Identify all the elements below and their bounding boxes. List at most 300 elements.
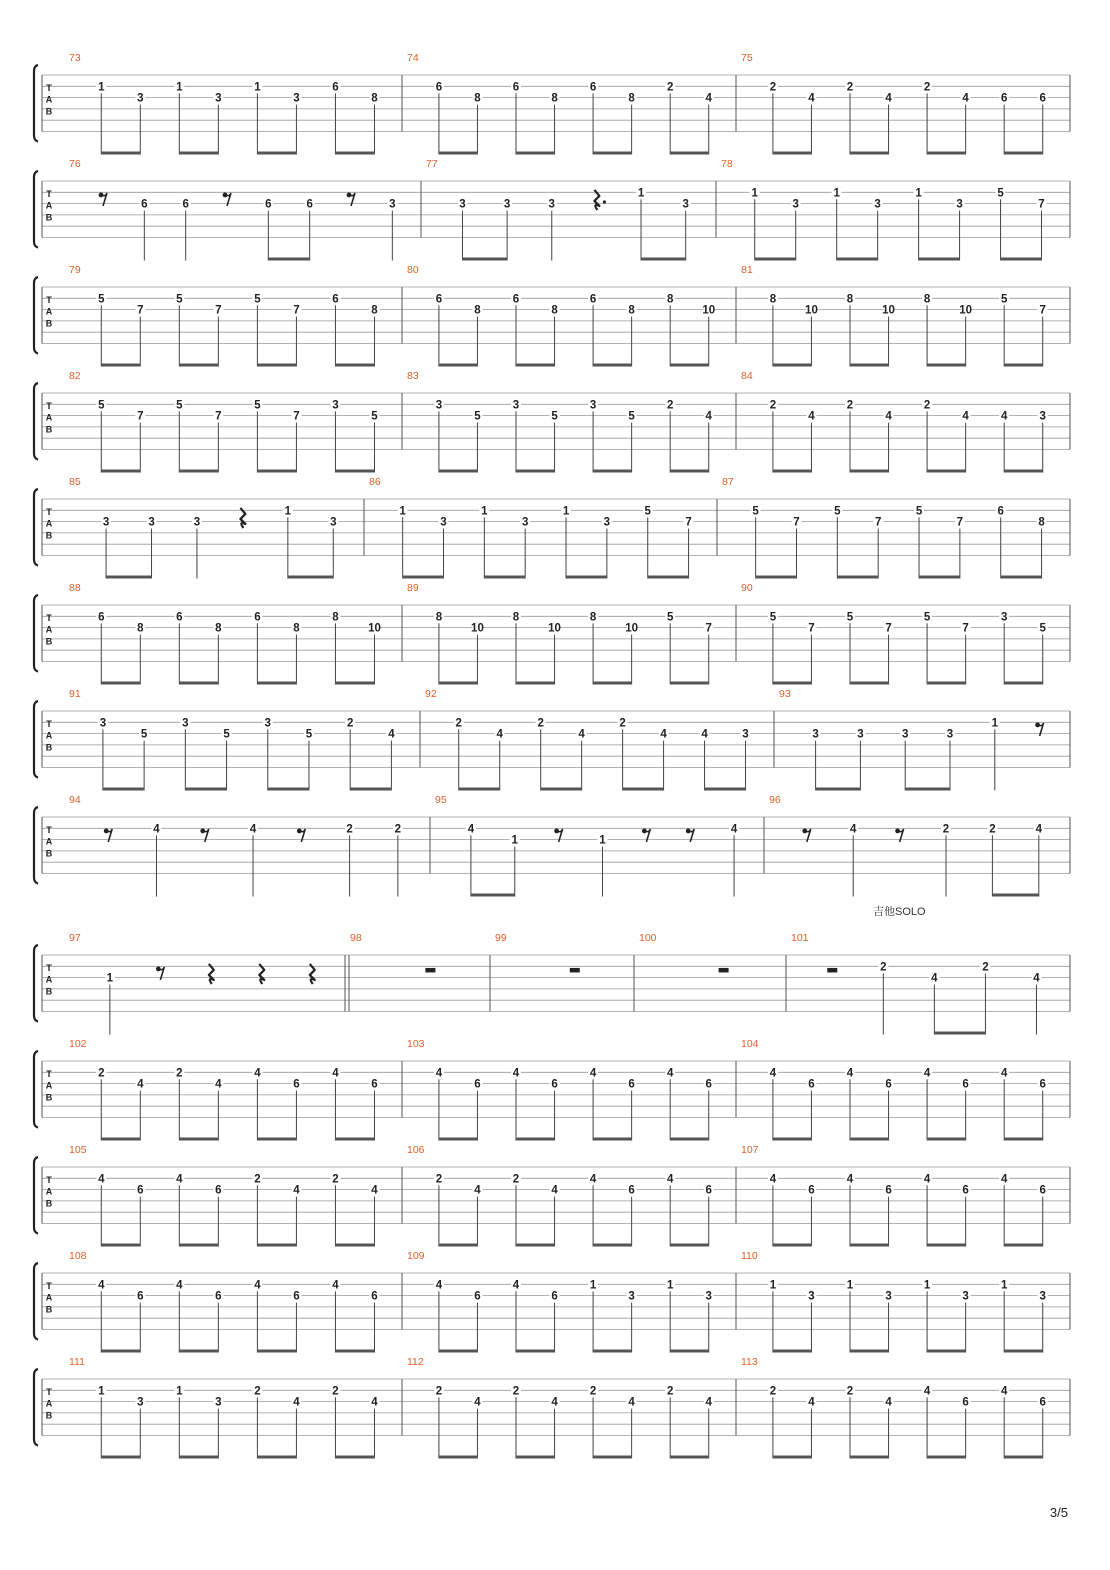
beam <box>1001 258 1042 261</box>
fret-number: 7 <box>874 516 882 529</box>
beam <box>919 258 960 261</box>
fret-number: 4 <box>435 1279 443 1292</box>
measure-number: 90 <box>741 582 753 594</box>
system-bracket <box>34 1369 38 1446</box>
fret-number: 5 <box>474 410 481 423</box>
fret-number: 4 <box>931 972 938 985</box>
fret-number: 6 <box>215 1290 222 1303</box>
measure-number: 94 <box>69 794 81 806</box>
fret-number: 3 <box>1039 410 1046 423</box>
fret-number: 7 <box>1038 198 1045 211</box>
beam <box>471 894 515 897</box>
fret-number: 1 <box>915 187 922 200</box>
fret-number: 5 <box>752 505 759 518</box>
tab-clef-letter: B <box>45 106 53 117</box>
fret-number: 2 <box>455 717 462 730</box>
fret-number: 4 <box>176 1279 183 1292</box>
system-bracket <box>34 1157 38 1234</box>
tab-clef-letter: T <box>46 824 52 835</box>
fret-number: 3 <box>102 516 110 529</box>
fret-number: 2 <box>254 1385 261 1398</box>
tab-clef-letter: A <box>45 94 53 105</box>
measure-number: 79 <box>69 264 81 276</box>
tab-clef-letter: T <box>46 1386 52 1397</box>
fret-number: 4 <box>666 1173 674 1186</box>
beam <box>927 152 966 155</box>
fret-number: 8 <box>371 92 378 105</box>
beam <box>641 258 686 261</box>
solo-label: 吉他SOLO <box>873 906 926 918</box>
beam <box>773 1244 812 1247</box>
fret-number: 4 <box>1035 823 1043 836</box>
eighth-rest-stroke <box>644 829 650 842</box>
fret-number: 8 <box>371 304 378 317</box>
beam <box>816 788 861 791</box>
fret-number: 1 <box>769 1279 777 1292</box>
beam <box>516 1350 555 1353</box>
fret-number: 3 <box>503 198 511 211</box>
fret-number: 2 <box>332 1385 339 1398</box>
beam <box>335 1456 374 1459</box>
fret-number: 4 <box>923 1173 931 1186</box>
fret-number: 4 <box>371 1184 378 1197</box>
fret-number: 6 <box>293 1078 300 1091</box>
beam <box>648 576 689 579</box>
beam <box>593 682 632 685</box>
tab-clef-letter: B <box>45 1092 53 1103</box>
measure-number: 80 <box>407 264 419 276</box>
fret-number: 6 <box>1039 1396 1046 1409</box>
fret-number: 1 <box>666 1279 674 1292</box>
beam <box>927 1350 966 1353</box>
tab-clef-letter: B <box>45 848 53 859</box>
fret-number: 4 <box>98 1279 105 1292</box>
measure-number: 98 <box>350 932 362 944</box>
fret-number: 3 <box>332 399 339 412</box>
fret-number: 3 <box>182 717 189 730</box>
beam <box>257 1138 296 1141</box>
tab-clef-letter: B <box>45 424 53 435</box>
fret-number: 8 <box>137 622 144 635</box>
tab-clef-letter: A <box>45 412 53 423</box>
fret-number: 4 <box>846 1173 854 1186</box>
fret-number: 6 <box>137 1290 144 1303</box>
beam <box>1004 364 1043 367</box>
fret-number: 5 <box>140 728 148 741</box>
quarter-rest-icon <box>310 964 315 984</box>
beam <box>403 576 444 579</box>
system-bracket <box>34 277 38 354</box>
system-bracket <box>34 383 38 460</box>
fret-number: 3 <box>512 399 520 412</box>
fret-number: 4 <box>701 728 708 741</box>
fret-number: 10 <box>702 304 716 317</box>
beam <box>837 576 878 579</box>
fret-number: 5 <box>254 399 261 412</box>
fret-number: 2 <box>435 1385 443 1398</box>
page-number: 3/5 <box>1049 1505 1068 1520</box>
eighth-rest-stroke <box>203 829 209 842</box>
fret-number: 3 <box>193 516 201 529</box>
measure-number: 85 <box>69 476 81 488</box>
fret-number: 4 <box>467 823 475 836</box>
fret-number: 6 <box>589 81 597 94</box>
fret-number: 8 <box>551 304 558 317</box>
fret-number: 6 <box>371 1290 378 1303</box>
fret-number: 1 <box>254 81 261 94</box>
beam <box>179 682 218 685</box>
tab-clef-letter: T <box>46 1280 52 1291</box>
half-rest-icon <box>827 968 837 973</box>
beam <box>516 1456 555 1459</box>
beam <box>670 1456 709 1459</box>
fret-number: 3 <box>589 399 597 412</box>
beam <box>516 364 555 367</box>
measure-number: 95 <box>435 794 447 806</box>
tab-system <box>34 1038 1070 1141</box>
fret-number: 7 <box>293 410 300 423</box>
fret-number: 3 <box>885 1290 892 1303</box>
fret-number: 2 <box>619 717 626 730</box>
fret-number: 8 <box>666 293 674 306</box>
fret-number: 2 <box>923 81 931 94</box>
beam <box>905 788 950 791</box>
fret-number: 4 <box>1000 1385 1008 1398</box>
beam <box>670 1350 709 1353</box>
fret-number: 3 <box>330 516 337 529</box>
fret-number: 6 <box>215 1184 222 1197</box>
beam <box>927 682 966 685</box>
fret-number: 3 <box>459 198 466 211</box>
measure-number: 78 <box>721 158 733 170</box>
tab-system <box>34 264 1070 367</box>
beam <box>439 1456 478 1459</box>
measure-number: 100 <box>639 932 657 944</box>
beam <box>257 1244 296 1247</box>
fret-number: 4 <box>249 823 257 836</box>
tab-clef-letter: T <box>46 962 52 973</box>
tab-clef-letter: T <box>46 400 52 411</box>
beam <box>670 152 709 155</box>
tab-clef-letter: T <box>46 1068 52 1079</box>
fret-number: 4 <box>1000 1173 1008 1186</box>
eighth-rest-stroke <box>1038 723 1044 736</box>
eighth-rest-stroke <box>898 829 904 842</box>
fret-number: 6 <box>293 1290 300 1303</box>
fret-number: 6 <box>254 611 261 624</box>
beam <box>335 1350 374 1353</box>
fret-number: 1 <box>991 717 999 730</box>
measure-number: 96 <box>769 794 781 806</box>
fret-number: 3 <box>1039 1290 1046 1303</box>
beam <box>257 1350 296 1353</box>
beam <box>934 1032 985 1035</box>
system-bracket <box>34 489 38 566</box>
beam <box>179 1244 218 1247</box>
fret-number: 3 <box>705 1290 712 1303</box>
fret-number: 3 <box>264 717 271 730</box>
beam <box>516 470 555 473</box>
beam <box>850 364 889 367</box>
fret-number: 4 <box>666 1067 674 1080</box>
beam <box>773 470 812 473</box>
fret-number: 3 <box>137 92 144 105</box>
beam <box>541 788 582 791</box>
fret-number: 6 <box>628 1078 635 1091</box>
fret-number: 1 <box>481 505 488 518</box>
eighth-rest-stroke <box>158 967 164 980</box>
fret-number: 8 <box>628 304 635 317</box>
half-rest-icon <box>719 968 729 973</box>
fret-number: 6 <box>332 293 339 306</box>
fret-number: 1 <box>589 1279 597 1292</box>
beam <box>837 258 878 261</box>
fret-number: 1 <box>1000 1279 1008 1292</box>
measure-number: 75 <box>741 52 753 64</box>
fret-number: 6 <box>332 81 339 94</box>
beam <box>459 788 500 791</box>
system-bracket <box>34 807 38 884</box>
fret-number: 8 <box>435 611 443 624</box>
quarter-rest-icon <box>240 508 245 528</box>
fret-number: 5 <box>176 399 183 412</box>
tab-clef-letter: A <box>45 518 53 529</box>
beam <box>927 1138 966 1141</box>
tab-system <box>34 1356 1070 1459</box>
measure-number: 92 <box>425 688 437 700</box>
fret-number: 10 <box>882 304 895 317</box>
fret-number: 8 <box>474 92 481 105</box>
fret-number: 6 <box>885 1184 892 1197</box>
beam <box>670 1138 709 1141</box>
beam <box>350 788 391 791</box>
fret-number: 2 <box>512 1173 520 1186</box>
measure-number: 107 <box>741 1144 759 1156</box>
fret-number: 3 <box>857 728 864 741</box>
fret-number: 3 <box>215 1396 222 1409</box>
system-bracket <box>34 595 38 672</box>
fret-number: 4 <box>474 1396 481 1409</box>
fret-number: 5 <box>846 611 854 624</box>
beam <box>179 1138 218 1141</box>
measure-number: 84 <box>741 370 753 382</box>
beam <box>516 682 555 685</box>
fret-number: 4 <box>628 1396 635 1409</box>
quarter-rest-icon <box>594 190 599 210</box>
fret-number: 10 <box>471 622 484 635</box>
beam <box>439 1350 478 1353</box>
fret-number: 7 <box>705 622 712 635</box>
fret-number: 4 <box>496 728 503 741</box>
measure-number: 103 <box>407 1038 425 1050</box>
fret-number: 3 <box>946 728 954 741</box>
fret-number: 6 <box>512 293 520 306</box>
fret-number: 2 <box>846 81 854 94</box>
beam <box>850 1456 889 1459</box>
fret-number: 6 <box>551 1290 558 1303</box>
beam <box>268 788 309 791</box>
beam <box>179 1350 218 1353</box>
quarter-rest-icon <box>209 964 214 984</box>
beam <box>268 258 309 261</box>
fret-number: 4 <box>589 1067 597 1080</box>
fret-number: 3 <box>435 399 443 412</box>
fret-number: 1 <box>562 505 570 518</box>
tab-clef-letter: T <box>46 294 52 305</box>
eighth-rest-stroke <box>106 829 112 842</box>
fret-number: 4 <box>808 92 815 105</box>
tab-system <box>34 1250 1070 1353</box>
tab-clef-letter: T <box>46 82 52 93</box>
tab-system <box>34 476 1070 579</box>
eighth-rest-stroke <box>299 829 305 842</box>
fret-number: 4 <box>578 728 585 741</box>
tab-system <box>34 1144 1070 1247</box>
tab-clef-letter: A <box>45 836 53 847</box>
fret-number: 3 <box>962 1290 969 1303</box>
beam <box>101 1244 140 1247</box>
beam <box>670 1244 709 1247</box>
tab-clef-letter: A <box>45 974 53 985</box>
fret-number: 4 <box>293 1184 300 1197</box>
beam <box>1004 1456 1043 1459</box>
measure-number: 104 <box>741 1038 759 1050</box>
fret-number: 6 <box>474 1078 481 1091</box>
fret-number: 2 <box>254 1173 261 1186</box>
beam <box>670 364 709 367</box>
fret-number: 4 <box>512 1279 520 1292</box>
fret-number: 1 <box>846 1279 854 1292</box>
fret-number: 6 <box>137 1184 144 1197</box>
tab-clef-letter: A <box>45 306 53 317</box>
tab-clef-letter: T <box>46 506 52 517</box>
measure-number: 106 <box>407 1144 425 1156</box>
beam <box>257 470 296 473</box>
fret-number: 10 <box>368 622 381 635</box>
tab-clef-letter: T <box>46 612 52 623</box>
fret-number: 2 <box>346 717 354 730</box>
beam <box>1004 152 1043 155</box>
fret-number: 4 <box>254 1067 261 1080</box>
fret-number: 3 <box>628 1290 635 1303</box>
system-bracket <box>34 701 38 778</box>
fret-number: 5 <box>666 611 674 624</box>
fret-number: 4 <box>808 1396 815 1409</box>
measure-number: 91 <box>69 688 81 700</box>
fret-number: 8 <box>769 293 777 306</box>
beam <box>593 1138 632 1141</box>
eighth-rest-stroke <box>805 829 811 842</box>
tab-clef-letter: B <box>45 986 53 997</box>
fret-number: 3 <box>901 728 909 741</box>
fret-number: 2 <box>769 399 777 412</box>
beam <box>257 1456 296 1459</box>
beam <box>103 788 144 791</box>
fret-number: 7 <box>215 304 222 317</box>
fret-number: 4 <box>705 1396 712 1409</box>
fret-number: 5 <box>769 611 777 624</box>
beam <box>773 364 812 367</box>
fret-number: 1 <box>106 972 114 985</box>
beam <box>593 470 632 473</box>
fret-number: 6 <box>962 1078 969 1091</box>
fret-number: 6 <box>141 198 148 211</box>
fret-number: 2 <box>666 1385 674 1398</box>
fret-number: 4 <box>1000 1067 1008 1080</box>
fret-number: 7 <box>962 622 969 635</box>
fret-number: 3 <box>137 1396 144 1409</box>
fret-number: 4 <box>435 1067 443 1080</box>
beam <box>101 1456 140 1459</box>
tab-clef-letter: A <box>45 200 53 211</box>
fret-number: 5 <box>923 611 931 624</box>
fret-number: 6 <box>1039 92 1046 105</box>
measure-number: 74 <box>407 52 419 64</box>
beam <box>670 470 709 473</box>
fret-number: 3 <box>792 198 799 211</box>
fret-number: 2 <box>332 1173 339 1186</box>
fret-number: 2 <box>98 1067 105 1080</box>
fret-number: 6 <box>885 1078 892 1091</box>
fret-number: 6 <box>435 81 443 94</box>
beam <box>1004 1244 1043 1247</box>
measure-number: 81 <box>741 264 753 276</box>
fret-number: 6 <box>551 1078 558 1091</box>
fret-number: 1 <box>98 81 105 94</box>
fret-number: 6 <box>705 1078 712 1091</box>
fret-number: 5 <box>1000 293 1008 306</box>
beam <box>335 1138 374 1141</box>
tab-clef-letter: A <box>45 1292 53 1303</box>
fret-number: 4 <box>769 1173 777 1186</box>
fret-number: 4 <box>551 1184 558 1197</box>
fret-number: 4 <box>512 1067 520 1080</box>
fret-number: 8 <box>923 293 931 306</box>
beam <box>593 1244 632 1247</box>
tab-clef-letter: B <box>45 212 53 223</box>
tab-clef-letter: A <box>45 624 53 635</box>
fret-number: 7 <box>885 622 892 635</box>
fret-number: 2 <box>769 81 777 94</box>
tab-clef-letter: T <box>46 188 52 199</box>
beam <box>992 894 1038 897</box>
fret-number: 1 <box>98 1385 105 1398</box>
fret-number: 2 <box>846 1385 854 1398</box>
fret-number: 5 <box>371 410 378 423</box>
tab-clef-letter: B <box>45 530 53 541</box>
measure-number: 111 <box>69 1356 85 1368</box>
fret-number: 4 <box>660 728 667 741</box>
beam <box>756 576 797 579</box>
fret-number: 10 <box>625 622 639 635</box>
fret-number: 4 <box>885 1396 892 1409</box>
fret-number: 3 <box>682 198 689 211</box>
fret-number: 3 <box>148 516 155 529</box>
beam <box>1004 1138 1043 1141</box>
measure-number: 86 <box>369 476 381 488</box>
half-rest-icon <box>425 968 435 973</box>
fret-number: 4 <box>293 1396 300 1409</box>
fret-number: 7 <box>808 622 815 635</box>
fret-number: 6 <box>306 198 313 211</box>
fret-number: 3 <box>440 516 447 529</box>
system-bracket <box>34 1051 38 1128</box>
fret-number: 2 <box>176 1067 183 1080</box>
system-bracket <box>34 171 38 248</box>
beam <box>106 576 151 579</box>
eighth-rest-stroke <box>557 829 563 842</box>
fret-number: 8 <box>474 304 481 317</box>
